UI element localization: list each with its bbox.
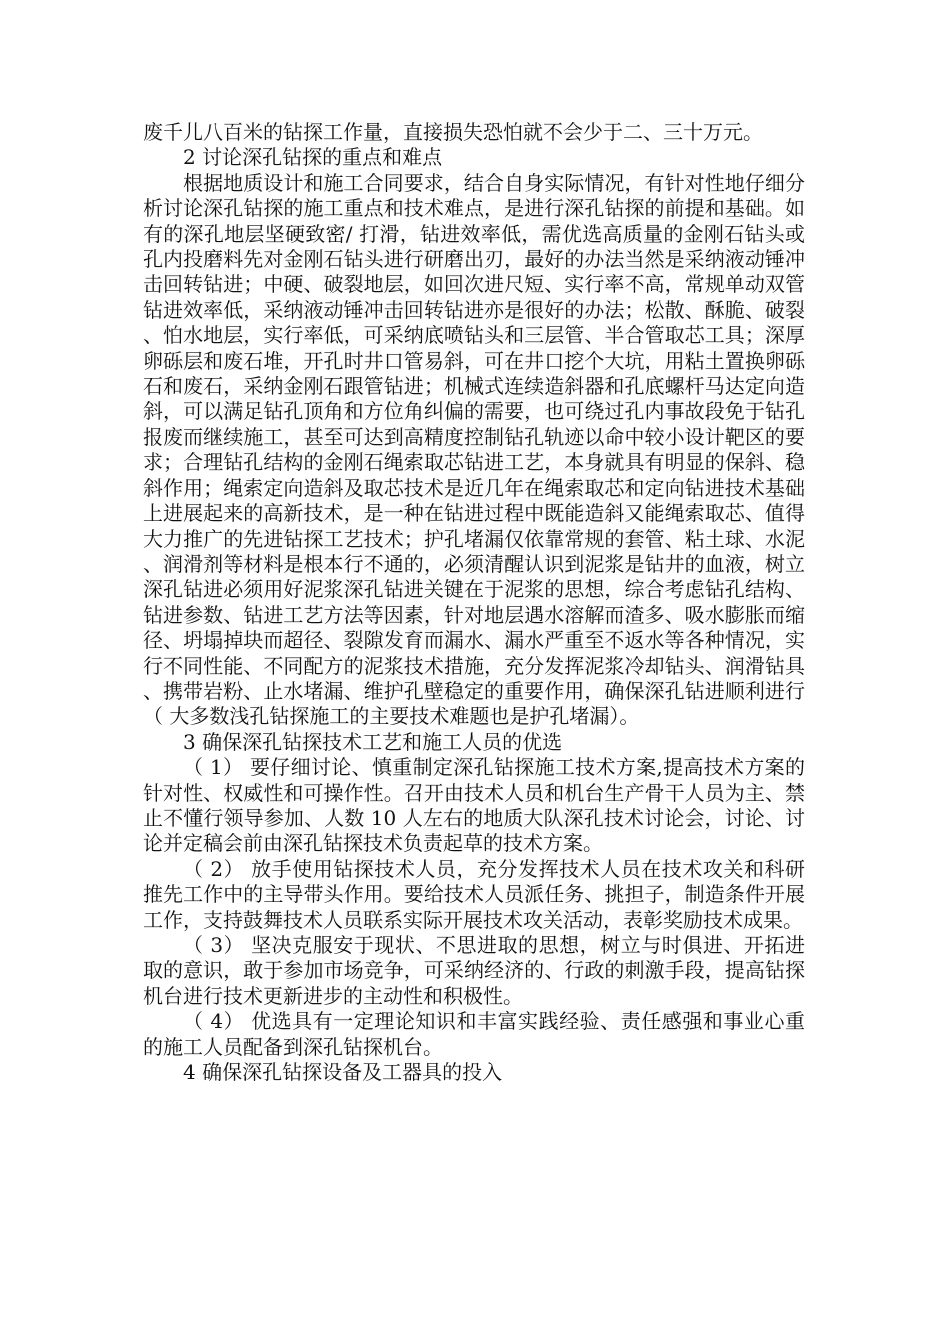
paragraph-continuation: 废千儿八百米的钻探工作量，直接损失恐怕就不会少于二、三十万元。 [143,120,763,144]
document-page [143,120,805,1085]
section-heading-2: 2 讨论深孔钻探的重点和难点 [183,145,443,170]
paragraph-body: 根据地质设计和施工合同要求，结合自身实际情况，有针对性地仔细分析讨论深孔钻探的施工重点和技术难点，是进行深孔钻探的前提和基础。如有的深孔地层坚硬致密/ 打滑，钻进效率低，需优选高质量的金刚石钻头或孔内投磨料先对金刚石钻头进行研磨出刃，最好的办法当然是采纳液动锤冲击回转钻进；中硬、破裂地层，如回次进尺短、实行率不高，常规单动双管钻进效率低，采纳液动锤冲击回转钻进亦是很好的办法；松散、酥脆、破裂、怕水地层，实行率低，可采纳底喷钻头和三层管、半合管取芯工具；深厚卵砾层和废石堆，开孔时井口管易斜，可在井口挖个大坑，用粘土置换卵砾石和废石，采纳金刚石跟管钻进；机械式连续造斜器和孔底螺杆马达定向造斜，可以满足钻孔顶角和方位角纠偏的需要，也可绕过孔内事故段免于钻孔报废而继续施工，甚至可达到高精度控制钻孔轨迹以命中较小设计靶区的要求；合理钻孔结构的金刚石绳索取芯钻进工艺，本身就具有明显的保斜、稳斜作用；绳索定向造斜及取芯技术是近几年在绳索取芯和定向钻进技术基础上进展起来的高新技术，是一种在钻进过程中既能造斜又能绳索取芯、值得大力推广的先进钻探工艺技术；护孔堵漏仅依靠常规的套管、粘土球、水泥、润滑剂等材料是根本行不通的，必须清醒认识到泥浆是钻井的血液，树立深孔钻进必须用好泥浆深孔钻进关键在于泥浆的思想，综合考虑钻孔结构、钻进参数、钻进工艺方法等因素，针对地层遇水溶解而渣多、吸水膨胀而缩径、坍塌掉块而超径、裂隙发育而漏水、漏水严重至不返水等各种情况，实行不同性能、不同配方的泥浆技术措施，充分发挥泥浆冷却钻头、润滑钻具、携带岩粉、止水堵漏、维护孔壁稳定的重要作用，确保深孔钻进顺利进行（ 大多数浅孔钻探施工的主要技术难题也是护孔堵漏）。 [143,170,805,729]
list-item-3: （ 3） 坚决克服安于现状、不思进取的思想，树立与时俱进、开拓进取的意识，敢于参加市场竞争，可采纳经济的、行政的刺激手段，提高钻探机台进行技术更新进步的主动性和积极性。 [143,933,805,1008]
list-item-1: （ 1） 要仔细讨论、慎重制定深孔钻探施工技术方案,提高技术方案的针对性、权威性和可操作性。召开由技术人员和机台生产骨干人员为主、禁止不懂行领导参加、人数 10 人左右的地质大队深孔技术讨论会，讨论、讨论并定稿会前由深孔钻探技术负责起草的技术方案。 [143,755,805,856]
list-item-4: （ 4） 优选具有一定理论知识和丰富实践经验、责任感强和事业心重的施工人员配备到深孔钻探机台。 [143,1009,805,1059]
list-item-2: （ 2） 放手使用钻探技术人员，充分发挥技术人员在技术攻关和科研推先工作中的主导带头作用。要给技术人员派任务、挑担子，制造条件开展工作，支持鼓舞技术人员联系实际开展技术攻关活动，表彰奖励技术成果。 [143,856,805,932]
section-heading-4: 4 确保深孔钻探设备及工器具的投入 [183,1060,503,1085]
section-heading-3: 3 确保深孔钻探技术工艺和施工人员的优选 [183,729,563,754]
